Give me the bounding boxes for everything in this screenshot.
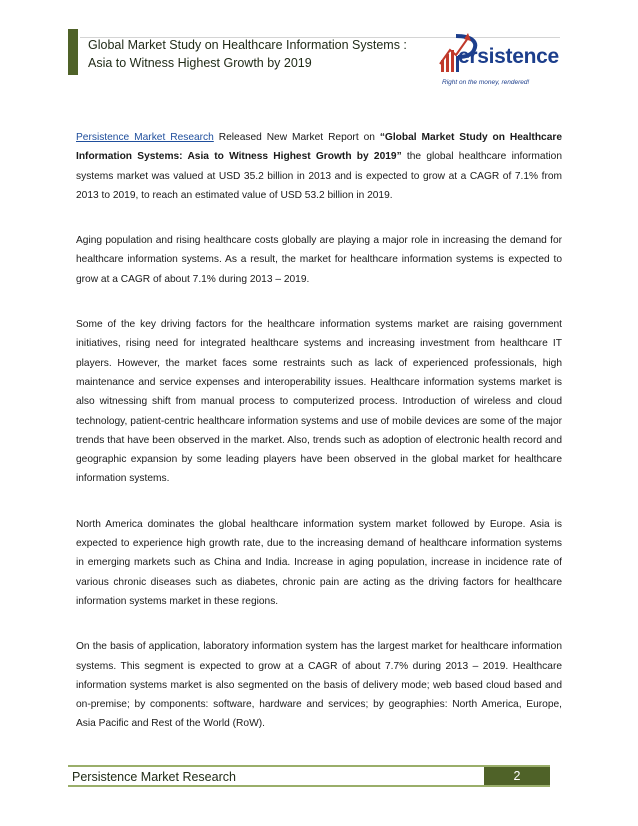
intro-rest: the global healthcare information systems market was valued at USD 35.2 billion in 2013 and is expected to grow at a CAGR of 7.1% from 2013 to 2019, to reach an estimated value of USD 53.2 billion in 2019. — [76, 151, 562, 201]
persistence-logo — [438, 30, 564, 92]
report-title: “Global Market Study on Healthcare Information Systems: Asia to Witness Highest Growth by 2019” — [76, 132, 562, 163]
logo-wordmark: ersistence — [458, 45, 559, 68]
header-title-line-1: Global Market Study on Healthcare Information Systems : — [88, 38, 407, 52]
paragraph-intro — [76, 128, 562, 205]
document-body — [76, 128, 562, 760]
header-title — [88, 36, 407, 72]
intro-text: Released New Market Report on — [213, 132, 380, 143]
page-footer — [68, 765, 550, 787]
footer-company: Persistence Market Research — [72, 770, 236, 784]
company-link[interactable]: Persistence Market Research — [76, 132, 214, 143]
header-accent-bar — [68, 29, 78, 75]
paragraph-aging-population: Aging population and rising healthcare costs globally are playing a major role in increasing the demand for healthcare information systems. As a result, the market for healthcare information systems is expected to grow at a CAGR of about 7.1% during 2013 – 2019. — [76, 235, 562, 285]
logo-tagline: Right on the money, rendered! — [442, 79, 530, 86]
paragraph-regional: North America dominates the global healthcare information system market followed by Europe. Asia is expected to experience high growth rate, due to the increasing demand of healthcare information systems in emerging markets such as China and India. Increase in aging population, increase in incidence rate of various chronic diseases such as diabetes, chronic pain are acting as the driving factors for healthcare information systems market in these regions. — [76, 518, 562, 607]
logo-bar-2 — [446, 54, 449, 72]
header-title-line-2: Asia to Witness Highest Growth by 2019 — [88, 56, 312, 70]
paragraph-application: On the basis of application, laboratory information system has the largest market for healthcare information systems. This segment is expected to grow at a CAGR of about 7.7% during 2013 – 2019. Healthcare information systems market is also segmented on the basis of delivery mode; web based cloud based and on-premise; by components: software, hardware and services; by geographies: North America, Europe, Asia Pacific and Rest of the World (RoW). — [76, 641, 562, 730]
paragraph-driving-factors: Some of the key driving factors for the healthcare information systems market are raising government initiatives, rising need for integrated healthcare systems and increasing investment from healthcare IT players. However, the market faces some restraints such as lack of experienced professionals, high maintenance and service expenses and interoperability issues. Healthcare information systems market is also witnessing shift from manual process to computerized process. Introduction of wireless and cloud technology, patient-centric healthcare information systems and use of mobile devices are some of the major trends that have been observed in the market. Also, trends such as adoption of electronic health record and geographic expansion by some leading players have been observed in the global market for healthcare information systems. — [76, 319, 562, 485]
page-number: 2 — [484, 767, 550, 785]
